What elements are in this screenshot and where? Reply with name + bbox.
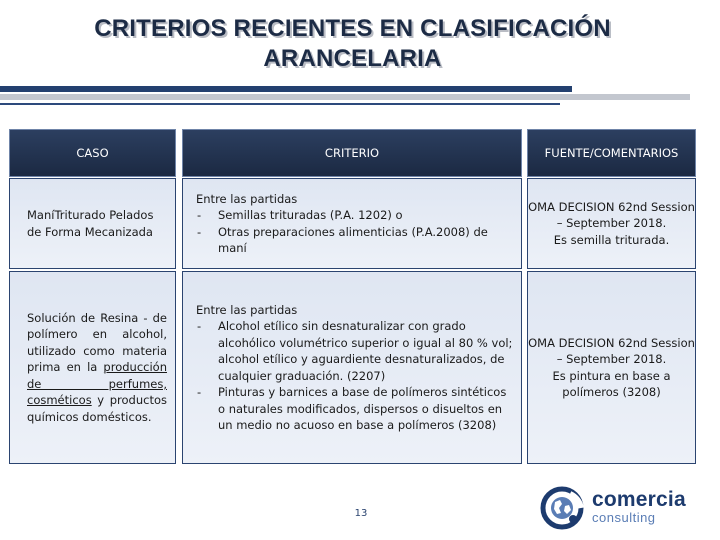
row2-criterio-text: [183, 302, 521, 434]
row1-fuente-line2: – September 2018.: [556, 216, 667, 231]
row2-caso: [9, 271, 176, 464]
row1-criterio: [182, 178, 522, 269]
title-underline-thin: [0, 103, 560, 105]
row1-caso: [9, 178, 176, 269]
row1-criterio-item: - Semillas trituradas (P.A. 1202) o: [196, 207, 515, 224]
slide-title-line2: ARANCELARIA: [263, 45, 442, 72]
row2-fuente-text: [528, 335, 695, 401]
row1-caso-line2: de Forma Mecanizada: [27, 224, 153, 239]
row1-fuente: [527, 178, 696, 269]
globe-logo-icon: [540, 486, 584, 530]
row1-criterio-intro: Entre las partidas: [196, 191, 298, 206]
row2-fuente-line1: OMA DECISION 62nd Session: [528, 335, 695, 350]
row2-caso-part2: y productos químicos domésticos.: [27, 393, 167, 424]
logo-tagline: consulting: [592, 510, 656, 525]
page-number: 13: [354, 508, 368, 519]
title-underline-dark: [0, 86, 572, 92]
row2-caso-underlined: producción de perfumes, cosméticos: [27, 360, 167, 408]
row2-fuente: [527, 271, 696, 464]
row1-caso-text: [10, 207, 161, 240]
header-fuente: FUENTE/COMENTARIOS: [527, 129, 696, 177]
slide-title: [0, 14, 705, 74]
row2-criterio-list: [196, 318, 515, 434]
row2-criterio-item: - Pinturas y barnices a base de polímeros sintéticos o naturales modificados, dispersos o disueltos en un medio no acuoso en base a polímeros (3208): [196, 384, 515, 434]
company-logo: [540, 486, 690, 532]
row1-fuente-line1: OMA DECISION 62nd Session: [528, 199, 695, 214]
row1-caso-line1: ManíTriturado Pelados: [27, 208, 154, 222]
row2-caso-part1: Solución de Resina - de polímero en alcohol, utilizado como materia prima en la: [27, 310, 167, 375]
row1-criterio-list: [196, 207, 515, 257]
header-criterio: CRITERIO: [182, 129, 522, 177]
slide-title-line1: CRITERIOS RECIENTES EN CLASIFICACIÓN: [94, 15, 611, 42]
row2-fuente-line3: Es pintura en base a: [552, 368, 671, 383]
row2-criterio: [182, 271, 522, 464]
row1-criterio-item: - Otras preparaciones alimenticias (P.A.2008) de maní: [196, 224, 515, 257]
row1-fuente-text: [528, 199, 695, 249]
row2-criterio-item: - Alcohol etílico sin desnaturalizar con grado alcohólico volumétrico superior o igual al 80 % vol; alcohol etílico y aguardiente desnaturalizados, de cualquier graduación. (2207): [196, 318, 515, 384]
row2-criterio-intro: Entre las partidas: [196, 302, 298, 317]
row1-criterio-text: [183, 191, 521, 257]
header-caso: CASO: [9, 129, 176, 177]
row2-fuente-line4: polímeros (3208): [562, 385, 661, 399]
row1-fuente-line3: Es semilla triturada.: [553, 232, 670, 247]
row2-fuente-line2: – September 2018.: [556, 352, 667, 366]
row2-caso-text: [10, 310, 175, 426]
title-underline-gray: [0, 94, 690, 100]
logo-wordmark: comercia: [592, 488, 686, 511]
